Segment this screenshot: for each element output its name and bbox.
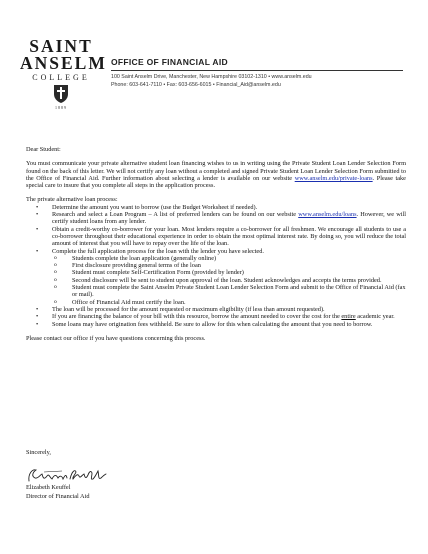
bullet-text: academic year. xyxy=(355,313,395,321)
logo-line-saint: SAINT xyxy=(29,36,93,56)
logo-line-college: COLLEGE xyxy=(32,73,90,82)
closing-note: Please contact our office if you have questions concerning this process. xyxy=(26,334,206,342)
bullet-text: Some loans may have origination fees withheld. Be sure to allow for this when calculating the amount that you need to borrow. xyxy=(52,320,373,328)
list-item xyxy=(26,204,406,211)
handwritten-signature xyxy=(26,466,108,486)
list-item xyxy=(26,306,406,313)
intro-paragraph xyxy=(26,160,406,189)
intro-text-1: You must communicate your private alternative student loan financing wishes to us in writing using the Private Student Loan Lender Selection Form found on the back of this letter. We will not certify any loan without a completed and signed Private Student Loan Lender Selection Form submitted to the Office of Financial Aid. Further information about selecting a lender is available on our website xyxy=(26,160,406,182)
office-header xyxy=(111,57,411,89)
logo-year: 1889 xyxy=(55,105,67,110)
contact-line: Phone: 603-641-7110 • Fax: 603-656-6015 • Financial_Aid@anselm.edu xyxy=(111,82,281,88)
process-heading: The private alternative loan process: xyxy=(26,196,118,204)
office-title: OFFICE OF FINANCIAL AID xyxy=(111,57,228,67)
list-item xyxy=(26,321,406,328)
list-item xyxy=(26,211,406,226)
process-list xyxy=(26,204,406,328)
header-divider xyxy=(111,70,403,71)
address-line: 100 Saint Anselm Drive, Manchester, New Hampshire 03102-1310 • www.anselm.edu xyxy=(111,74,312,80)
signer-name: Elizabeth Keuffel xyxy=(26,484,71,491)
emphasis-entire: entire xyxy=(341,313,356,321)
sign-off: Sincerely, xyxy=(26,449,51,456)
college-logo xyxy=(20,36,107,110)
sub-item: o Student must complete Self-Certification Form (provided by lender) xyxy=(52,269,406,276)
bullet-text: If you are financing the balance of your bill with this resource, borrow the amount needed to cover the cost for the xyxy=(52,313,342,321)
list-item xyxy=(26,313,406,320)
list-item xyxy=(26,248,406,306)
bullet-text: . However, we will certify student loans from any lender. xyxy=(52,211,406,226)
bullet-text: Determine the amount you want to borrow (use the Budget Worksheet if needed). xyxy=(52,203,258,211)
bullet-text: The loan will be processed for the amount requested or maximum eligibility (if less than amount requested). xyxy=(52,305,325,313)
salutation: Dear Student: xyxy=(26,146,61,153)
sub-item: o Second disclosure will be sent to student upon approval of the loan. Student acknowledges and accepts the terms provided. xyxy=(52,277,406,284)
sub-item: o Student must complete the Saint Anselm Private Student Loan Lender Selection Form and submit to the Office of Financial Aid (fax or mail). xyxy=(52,284,406,299)
intro-text-2: . Please take special care to insure that you complete all steps in the application process. xyxy=(26,174,406,190)
sub-item: o First disclosure providing general terms of the loan xyxy=(52,262,406,269)
signature-block xyxy=(26,484,89,501)
loans-link[interactable]: www.anselm.edu/loans xyxy=(298,211,357,219)
logo-line-anselm: ANSELM xyxy=(20,53,107,73)
signer-title: Director of Financial Aid xyxy=(26,492,90,500)
bullet-text: Complete the full application process for the loan with the lender you have selected. xyxy=(52,247,264,255)
bullet-text: Obtain a credit-worthy co-borrower for your loan. Most lenders require a co-borrower for all freshmen. We encourage all students to use a co-borrower throughout their educational experience in order to obtain the most optimal interest rate. By doing so, you will reduce the total amount of interest that you will have to repay over the life of the loan. xyxy=(52,225,406,248)
bullet-text: Research and select a Loan Program – A list of preferred lenders can be found on our website xyxy=(52,211,299,219)
crest-icon xyxy=(53,84,69,104)
letter-body xyxy=(26,146,406,349)
private-loans-link[interactable]: www.anselm.edu/private-loans xyxy=(294,174,373,182)
application-steps xyxy=(52,255,406,306)
sub-item: o Office of Financial Aid must certify the loan. xyxy=(52,299,406,306)
list-item xyxy=(26,226,406,248)
sub-item: o Students complete the loan application (generally online) xyxy=(52,255,406,262)
